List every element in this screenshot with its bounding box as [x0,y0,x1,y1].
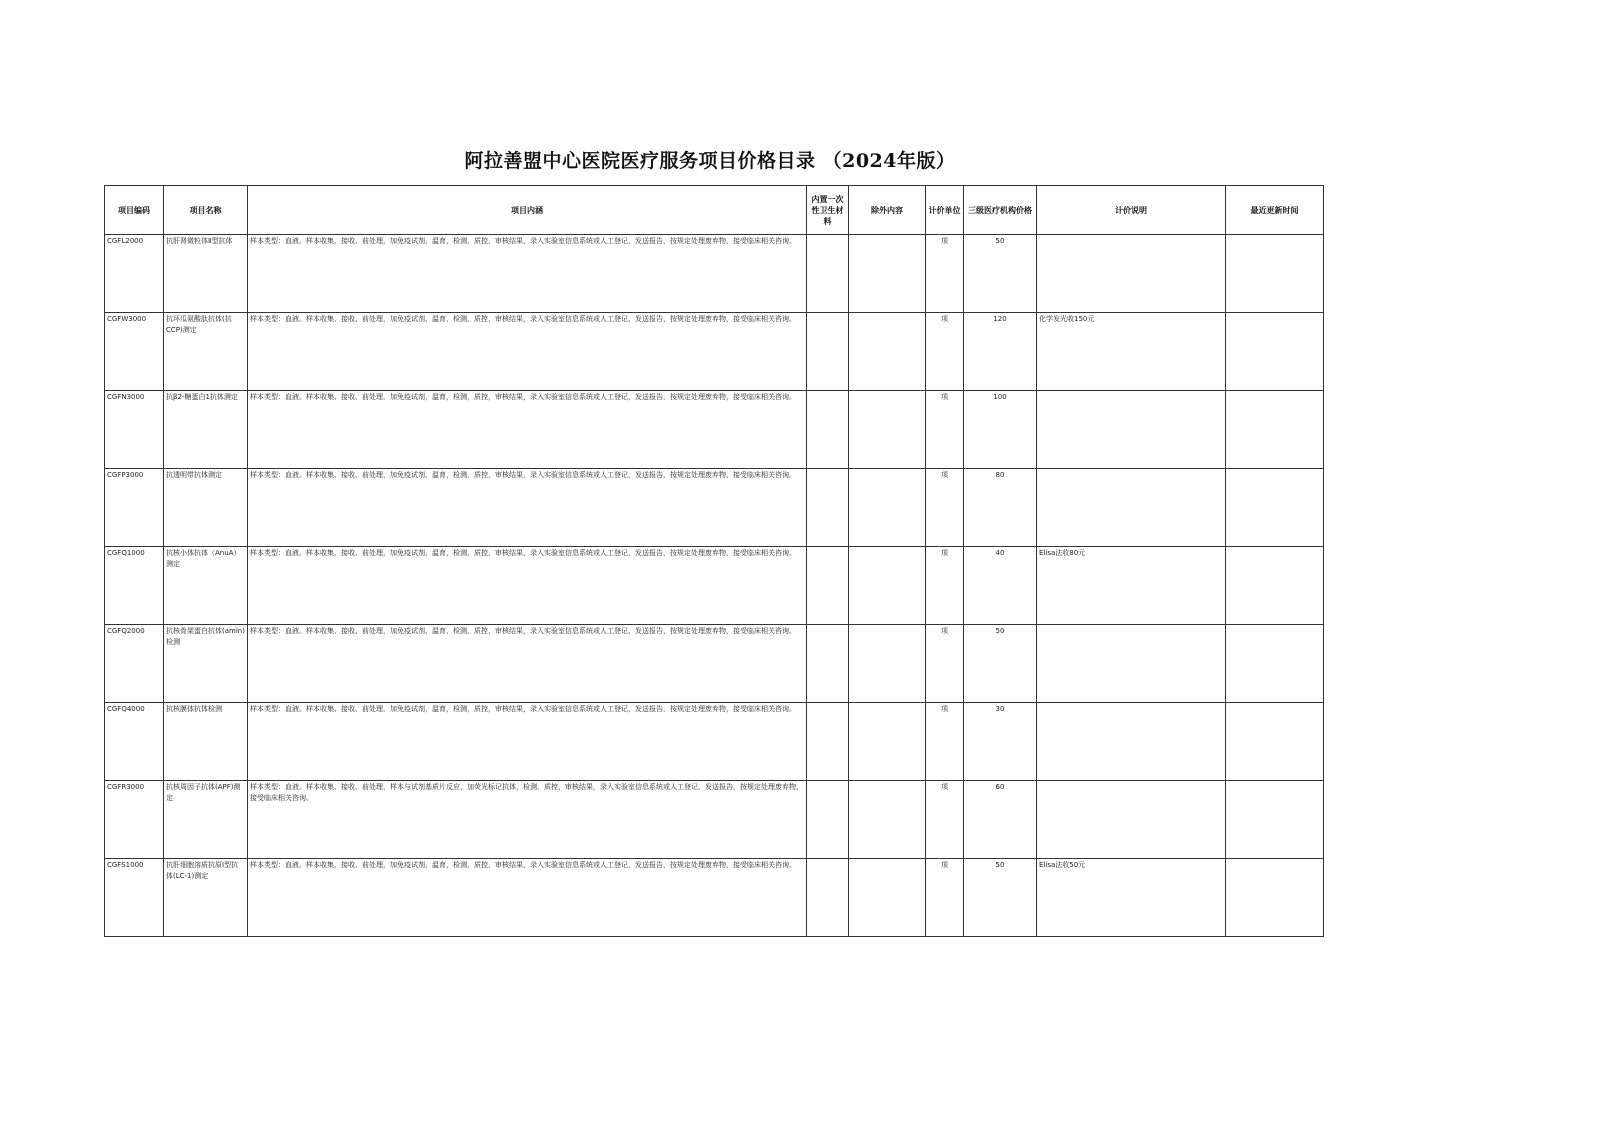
cell-name: 抗β2-糖蛋白1抗体测定 [164,391,248,469]
cell-note [1037,391,1226,469]
cell-name: 抗核小体抗体（AnuA）测定 [164,547,248,625]
cell-name: 抗核骨架蛋白抗体(amin)检测 [164,625,248,703]
col-header-name: 项目名称 [164,186,248,235]
cell-exclusion [849,859,926,937]
table-row [105,469,1324,547]
table-row [105,859,1324,937]
cell-note [1037,703,1226,781]
cell-name: 抗核膜体抗体检测 [164,703,248,781]
cell-price: 50 [964,625,1037,703]
table-row [105,547,1324,625]
cell-note [1037,781,1226,859]
col-header-content: 项目内涵 [248,186,807,235]
col-header-unit: 计价单位 [926,186,964,235]
cell-material [807,547,849,625]
cell-material [807,625,849,703]
cell-updated [1226,547,1324,625]
cell-material [807,859,849,937]
cell-name: 抗肝细胞溶质抗原Ⅰ型抗体(LC-1)测定 [164,859,248,937]
cell-content: 样本类型：血液。样本收集、接收、前处理，加免疫试剂，温育，检测，质控，审核结果，录入实验室信息系统或人工登记，发送报告，按规定处理废弃物，接受临床相关咨询。 [248,625,807,703]
cell-code: CGFW3000 [105,313,164,391]
cell-updated [1226,781,1324,859]
cell-note: Elisa法收80元 [1037,547,1226,625]
cell-unit: 项 [926,781,964,859]
cell-updated [1226,235,1324,313]
page-title: 阿拉善盟中心医院医疗服务项目价格目录 （2024年版） [464,150,956,172]
cell-exclusion [849,391,926,469]
cell-code: CGFS1000 [105,859,164,937]
col-header-exclusion: 除外内容 [849,186,926,235]
cell-note [1037,625,1226,703]
cell-updated [1226,391,1324,469]
cell-content: 样本类型：血液。样本收集、接收、前处理，加免疫试剂，温育，检测，质控，审核结果，录入实验室信息系统或人工登记，发送报告，按规定处理废弃物，接受临床相关咨询。 [248,469,807,547]
cell-unit: 项 [926,625,964,703]
cell-note: Elisa法收50元 [1037,859,1226,937]
cell-updated [1226,703,1324,781]
cell-content: 样本类型：血液。样本收集、接收、前处理，加免疫试剂，温育，检测，质控，审核结果，录入实验室信息系统或人工登记，发送报告，按规定处理废弃物，接受临床相关咨询。 [248,547,807,625]
cell-price: 120 [964,313,1037,391]
cell-exclusion [849,703,926,781]
cell-code: CGFL2000 [105,235,164,313]
table-header-row [105,186,1324,235]
cell-note [1037,235,1226,313]
cell-price: 50 [964,235,1037,313]
cell-material [807,469,849,547]
cell-unit: 项 [926,703,964,781]
col-header-code: 项目编码 [105,186,164,235]
cell-price: 80 [964,469,1037,547]
cell-content: 样本类型：血液。样本收集、接收、前处理，加免疫试剂，温育，检测，质控，审核结果，录入实验室信息系统或人工登记，发送报告，按规定处理废弃物，接受临床相关咨询。 [248,235,807,313]
cell-exclusion [849,625,926,703]
cell-unit: 项 [926,235,964,313]
cell-updated [1226,859,1324,937]
table-row [105,625,1324,703]
cell-material [807,703,849,781]
cell-price: 50 [964,859,1037,937]
cell-price: 60 [964,781,1037,859]
cell-unit: 项 [926,313,964,391]
col-header-note: 计价说明 [1037,186,1226,235]
cell-code: CGFQ1000 [105,547,164,625]
cell-price: 40 [964,547,1037,625]
cell-name: 抗透明带抗体测定 [164,469,248,547]
cell-code: CGFN3000 [105,391,164,469]
cell-unit: 项 [926,859,964,937]
table-row [105,391,1324,469]
cell-content: 样本类型：血液。样本收集、接收、前处理，样本与试剂基质片反应，加荧光标记抗体，检测，质控，审核结果，录入实验室信息系统或人工登记，发送报告，按规定处理废弃物，接受临床相关咨询。 [248,781,807,859]
table-row [105,781,1324,859]
cell-content: 样本类型：血液。样本收集、接收、前处理，加免疫试剂，温育，检测，质控，审核结果，录入实验室信息系统或人工登记，发送报告，按规定处理废弃物，接受临床相关咨询。 [248,391,807,469]
cell-unit: 项 [926,547,964,625]
cell-material [807,781,849,859]
cell-note: 化学发光收150元 [1037,313,1226,391]
cell-note [1037,469,1226,547]
cell-content: 样本类型：血液。样本收集、接收、前处理，加免疫试剂，温育，检测，质控，审核结果，录入实验室信息系统或人工登记，发送报告，按规定处理废弃物，接受临床相关咨询。 [248,859,807,937]
col-header-price: 三级医疗机构价格 [964,186,1037,235]
table-row [105,235,1324,313]
cell-material [807,235,849,313]
cell-unit: 项 [926,391,964,469]
cell-code: CGFQ2000 [105,625,164,703]
cell-code: CGFP3000 [105,469,164,547]
cell-updated [1226,469,1324,547]
cell-code: CGFQ4000 [105,703,164,781]
cell-exclusion [849,235,926,313]
table-row [105,313,1324,391]
cell-material [807,313,849,391]
cell-unit: 项 [926,469,964,547]
table-row [105,703,1324,781]
cell-material [807,391,849,469]
cell-exclusion [849,469,926,547]
cell-price: 100 [964,391,1037,469]
cell-exclusion [849,781,926,859]
col-header-material: 内置一次性卫生材料 [807,186,849,235]
cell-name: 抗核周因子抗体(APF)测定 [164,781,248,859]
cell-code: CGFR3000 [105,781,164,859]
cell-updated [1226,625,1324,703]
cell-updated [1226,313,1324,391]
cell-content: 样本类型：血液。样本收集、接收、前处理，加免疫试剂，温育，检测，质控，审核结果，录入实验室信息系统或人工登记，发送报告，按规定处理废弃物，接受临床相关咨询。 [248,313,807,391]
col-header-updated: 最近更新时间 [1226,186,1324,235]
cell-exclusion [849,313,926,391]
cell-name: 抗环瓜氨酸肽抗体(抗CCP)测定 [164,313,248,391]
cell-price: 30 [964,703,1037,781]
cell-exclusion [849,547,926,625]
cell-name: 抗肝肾微粒体Ⅱ型抗体 [164,235,248,313]
price-catalog-table [104,185,1324,937]
cell-content: 样本类型：血液。样本收集、接收、前处理，加免疫试剂，温育，检测，质控，审核结果，录入实验室信息系统或人工登记，发送报告，按规定处理废弃物，接受临床相关咨询。 [248,703,807,781]
